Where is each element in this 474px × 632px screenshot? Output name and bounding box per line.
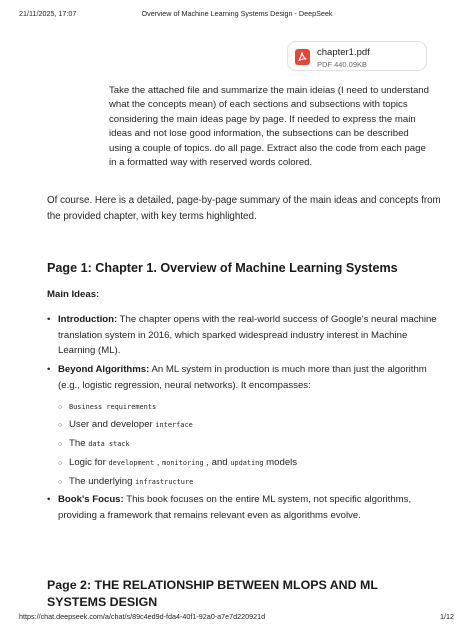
page2-heading: Page 2: THE RELATIONSHIP BETWEEN MLOPS AND ML SYSTEMS DESIGN bbox=[47, 578, 378, 609]
item-label: Introduction: bbox=[58, 314, 118, 325]
attachment-meta: PDF 440.09KB bbox=[317, 60, 368, 69]
sub-item-text: , and bbox=[203, 457, 231, 468]
bullet-icon: • bbox=[47, 494, 51, 505]
print-url: https://chat.deepseek.com/a/chat/s/89c4ed9d-fda4-40f1-92a0-a7e7d220921d bbox=[19, 612, 266, 621]
hollow-bullet-icon: ○ bbox=[58, 460, 63, 467]
sub-list-item bbox=[58, 457, 297, 469]
print-page-title: Overview of Machine Learning Systems Design - DeepSeek bbox=[141, 9, 333, 18]
item-label: Beyond Algorithms: bbox=[58, 364, 150, 375]
item-text: The chapter opens with the real-world success of Google's neural machine translation system in 2016, which sparked widespread industry interest in Machine Learning (ML). bbox=[58, 314, 437, 356]
sub-item-text: Logic for bbox=[69, 457, 109, 468]
sub-item-text: The underlying bbox=[69, 476, 136, 487]
bullet-icon: • bbox=[47, 314, 51, 325]
inline-code: development bbox=[108, 459, 155, 467]
sub-item-text: models bbox=[263, 457, 298, 468]
sub-list-item bbox=[58, 401, 156, 413]
item-label: Book's Focus: bbox=[58, 494, 124, 505]
inline-code: Business requirements bbox=[69, 403, 157, 411]
item-text: This book focuses on the entire ML system, not specific algorithms, providing a framework that remains relevant even as algorithms evolve. bbox=[58, 494, 412, 521]
response-intro: Of course. Here is a detailed, page-by-page summary of the main ideas and concepts from the provided chapter, with key terms highlighted. bbox=[47, 195, 441, 222]
sub-item-text: The bbox=[69, 438, 89, 449]
sub-list-item bbox=[58, 419, 193, 431]
hollow-bullet-icon: ○ bbox=[58, 422, 63, 429]
sub-list-item bbox=[58, 476, 193, 488]
inline-code: monitoring bbox=[162, 459, 204, 467]
print-datetime: 21/11/2025, 17:07 bbox=[19, 9, 77, 18]
sub-item-text: User and developer bbox=[69, 419, 156, 430]
pdf-file-icon bbox=[295, 49, 310, 65]
print-page-number: 1/12 bbox=[440, 612, 454, 621]
attachment-filename: chapter1.pdf bbox=[317, 47, 370, 58]
sub-item-text: , bbox=[154, 457, 163, 468]
hollow-bullet-icon: ○ bbox=[58, 479, 63, 486]
page1-heading: Page 1: Chapter 1. Overview of Machine Learning Systems bbox=[47, 261, 398, 275]
inline-code: interface bbox=[155, 421, 193, 429]
attachment-card[interactable] bbox=[287, 41, 427, 71]
main-ideas-label: Main Ideas: bbox=[47, 289, 100, 300]
hollow-bullet-icon: ○ bbox=[58, 441, 63, 448]
user-message: Take the attached file and summarize the main ideias (I need to understand what the concepts mean) of each sections and subsections with topics considering the main ideas page by page. If needed to express the main ideas and not lose good information, the subsections can be described using a couple of topics. do all page. Extract also the code from each page in a formatted way with reserved words colored. bbox=[109, 85, 429, 169]
bullet-icon: • bbox=[47, 364, 51, 375]
item-text: An ML system in production is much more than just the algorithm (e.g., logistic regression, neural networks). It encompasses: bbox=[58, 364, 427, 391]
list-item bbox=[47, 312, 442, 359]
inline-code: data stack bbox=[88, 440, 130, 448]
list-item bbox=[47, 492, 442, 523]
hollow-bullet-icon: ○ bbox=[58, 404, 63, 411]
inline-code: infrastructure bbox=[135, 478, 194, 486]
inline-code: updating bbox=[230, 459, 264, 467]
sub-list-item bbox=[58, 438, 130, 450]
list-item bbox=[47, 362, 442, 393]
